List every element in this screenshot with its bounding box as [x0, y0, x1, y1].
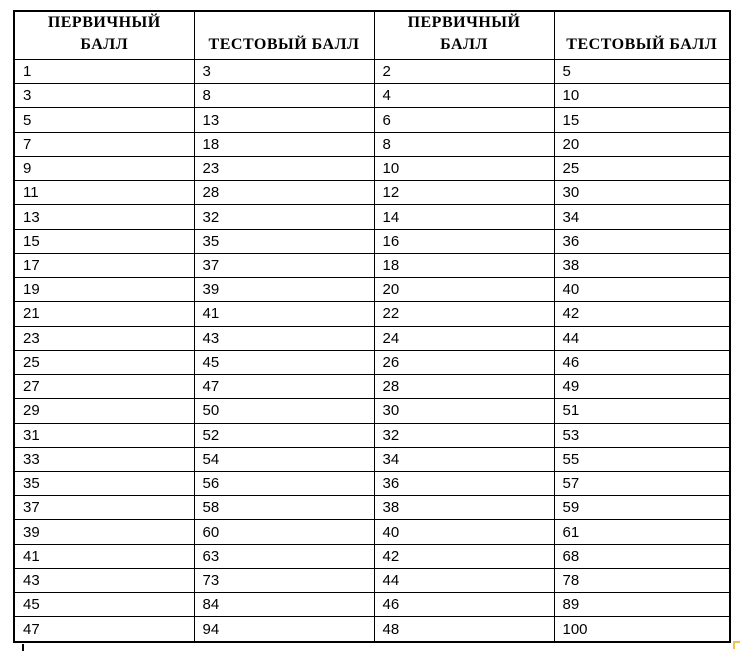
header-test-score-right [554, 11, 730, 60]
test-score-cell: 42 [554, 302, 730, 326]
header-test-label: ТЕСТОВЫЙ БАЛЛ [566, 36, 718, 53]
test-score-cell: 51 [554, 399, 730, 423]
test-score-cell: 46 [554, 350, 730, 374]
table-row [14, 60, 730, 84]
test-score-cell: 34 [554, 205, 730, 229]
primary-score-cell: 11 [14, 181, 194, 205]
test-score-cell: 10 [554, 84, 730, 108]
test-score-cell: 13 [194, 108, 374, 132]
primary-score-cell: 47 [14, 617, 194, 642]
test-score-cell: 38 [554, 253, 730, 277]
test-score-cell: 55 [554, 447, 730, 471]
primary-score-cell: 21 [14, 302, 194, 326]
table-row [14, 326, 730, 350]
table-row [14, 544, 730, 568]
corner-anchor-icon [733, 641, 740, 649]
primary-score-cell: 27 [14, 375, 194, 399]
test-score-cell: 84 [194, 593, 374, 617]
test-score-cell: 78 [554, 568, 730, 592]
test-score-cell: 43 [194, 326, 374, 350]
primary-score-cell: 23 [14, 326, 194, 350]
primary-score-cell: 16 [374, 229, 554, 253]
header-primary-score-left [14, 11, 194, 60]
test-score-cell: 25 [554, 156, 730, 180]
score-conversion-table [13, 10, 731, 643]
primary-score-cell: 3 [14, 84, 194, 108]
table-row [14, 447, 730, 471]
primary-score-cell: 32 [374, 423, 554, 447]
test-score-cell: 44 [554, 326, 730, 350]
test-score-cell: 18 [194, 132, 374, 156]
primary-score-cell: 43 [14, 568, 194, 592]
primary-score-cell: 36 [374, 471, 554, 495]
header-test-score-left [194, 11, 374, 60]
test-score-cell: 50 [194, 399, 374, 423]
test-score-cell: 68 [554, 544, 730, 568]
table-row [14, 568, 730, 592]
test-score-cell: 52 [194, 423, 374, 447]
header-primary-line2: БАЛЛ [440, 36, 488, 53]
primary-score-cell: 18 [374, 253, 554, 277]
primary-score-cell: 40 [374, 520, 554, 544]
table-row [14, 132, 730, 156]
table-row [14, 156, 730, 180]
table-row [14, 496, 730, 520]
table-row [14, 617, 730, 642]
test-score-cell: 28 [194, 181, 374, 205]
primary-score-cell: 13 [14, 205, 194, 229]
primary-score-cell: 12 [374, 181, 554, 205]
primary-score-cell: 37 [14, 496, 194, 520]
primary-score-cell: 29 [14, 399, 194, 423]
primary-score-cell: 14 [374, 205, 554, 229]
test-score-cell: 54 [194, 447, 374, 471]
primary-score-cell: 25 [14, 350, 194, 374]
primary-score-cell: 41 [14, 544, 194, 568]
test-score-cell: 15 [554, 108, 730, 132]
primary-score-cell: 17 [14, 253, 194, 277]
primary-score-cell: 7 [14, 132, 194, 156]
text-cursor [22, 644, 24, 651]
primary-score-cell: 9 [14, 156, 194, 180]
table-row [14, 205, 730, 229]
test-score-cell: 63 [194, 544, 374, 568]
header-primary-line1: ПЕРВИЧНЫЙ [407, 14, 521, 31]
test-score-cell: 56 [194, 471, 374, 495]
test-score-cell: 3 [194, 60, 374, 84]
primary-score-cell: 19 [14, 278, 194, 302]
primary-score-cell: 46 [374, 593, 554, 617]
primary-score-cell: 48 [374, 617, 554, 642]
test-score-cell: 41 [194, 302, 374, 326]
primary-score-cell: 4 [374, 84, 554, 108]
table-row [14, 423, 730, 447]
header-primary-score-right [374, 11, 554, 60]
table-row [14, 108, 730, 132]
test-score-cell: 60 [194, 520, 374, 544]
test-score-cell: 73 [194, 568, 374, 592]
test-score-cell: 39 [194, 278, 374, 302]
primary-score-cell: 31 [14, 423, 194, 447]
test-score-cell: 36 [554, 229, 730, 253]
test-score-cell: 23 [194, 156, 374, 180]
table-row [14, 181, 730, 205]
primary-score-cell: 26 [374, 350, 554, 374]
table-row [14, 229, 730, 253]
test-score-cell: 100 [554, 617, 730, 642]
primary-score-cell: 10 [374, 156, 554, 180]
table-row [14, 471, 730, 495]
test-score-cell: 37 [194, 253, 374, 277]
primary-score-cell: 35 [14, 471, 194, 495]
table-row [14, 350, 730, 374]
header-test-label: ТЕСТОВЫЙ БАЛЛ [208, 36, 360, 53]
test-score-cell: 5 [554, 60, 730, 84]
test-score-cell: 47 [194, 375, 374, 399]
table-row [14, 253, 730, 277]
test-score-cell: 89 [554, 593, 730, 617]
test-score-cell: 20 [554, 132, 730, 156]
primary-score-cell: 15 [14, 229, 194, 253]
primary-score-cell: 6 [374, 108, 554, 132]
test-score-cell: 61 [554, 520, 730, 544]
primary-score-cell: 24 [374, 326, 554, 350]
header-primary-line2: БАЛЛ [80, 36, 129, 53]
test-score-cell: 94 [194, 617, 374, 642]
test-score-cell: 8 [194, 84, 374, 108]
primary-score-cell: 30 [374, 399, 554, 423]
test-score-cell: 32 [194, 205, 374, 229]
primary-score-cell: 1 [14, 60, 194, 84]
header-primary-line1: ПЕРВИЧНЫЙ [47, 14, 161, 31]
primary-score-cell: 28 [374, 375, 554, 399]
test-score-cell: 45 [194, 350, 374, 374]
table-row [14, 278, 730, 302]
header-row [14, 11, 730, 60]
table-row [14, 302, 730, 326]
primary-score-cell: 5 [14, 108, 194, 132]
primary-score-cell: 2 [374, 60, 554, 84]
primary-score-cell: 44 [374, 568, 554, 592]
primary-score-cell: 39 [14, 520, 194, 544]
test-score-cell: 57 [554, 471, 730, 495]
primary-score-cell: 42 [374, 544, 554, 568]
table-row [14, 399, 730, 423]
primary-score-cell: 20 [374, 278, 554, 302]
table-row [14, 375, 730, 399]
primary-score-cell: 38 [374, 496, 554, 520]
primary-score-cell: 45 [14, 593, 194, 617]
test-score-cell: 58 [194, 496, 374, 520]
table-row [14, 520, 730, 544]
primary-score-cell: 22 [374, 302, 554, 326]
table-row [14, 84, 730, 108]
test-score-cell: 59 [554, 496, 730, 520]
test-score-cell: 40 [554, 278, 730, 302]
primary-score-cell: 33 [14, 447, 194, 471]
test-score-cell: 30 [554, 181, 730, 205]
table-row [14, 593, 730, 617]
test-score-cell: 49 [554, 375, 730, 399]
test-score-cell: 35 [194, 229, 374, 253]
test-score-cell: 53 [554, 423, 730, 447]
primary-score-cell: 34 [374, 447, 554, 471]
primary-score-cell: 8 [374, 132, 554, 156]
